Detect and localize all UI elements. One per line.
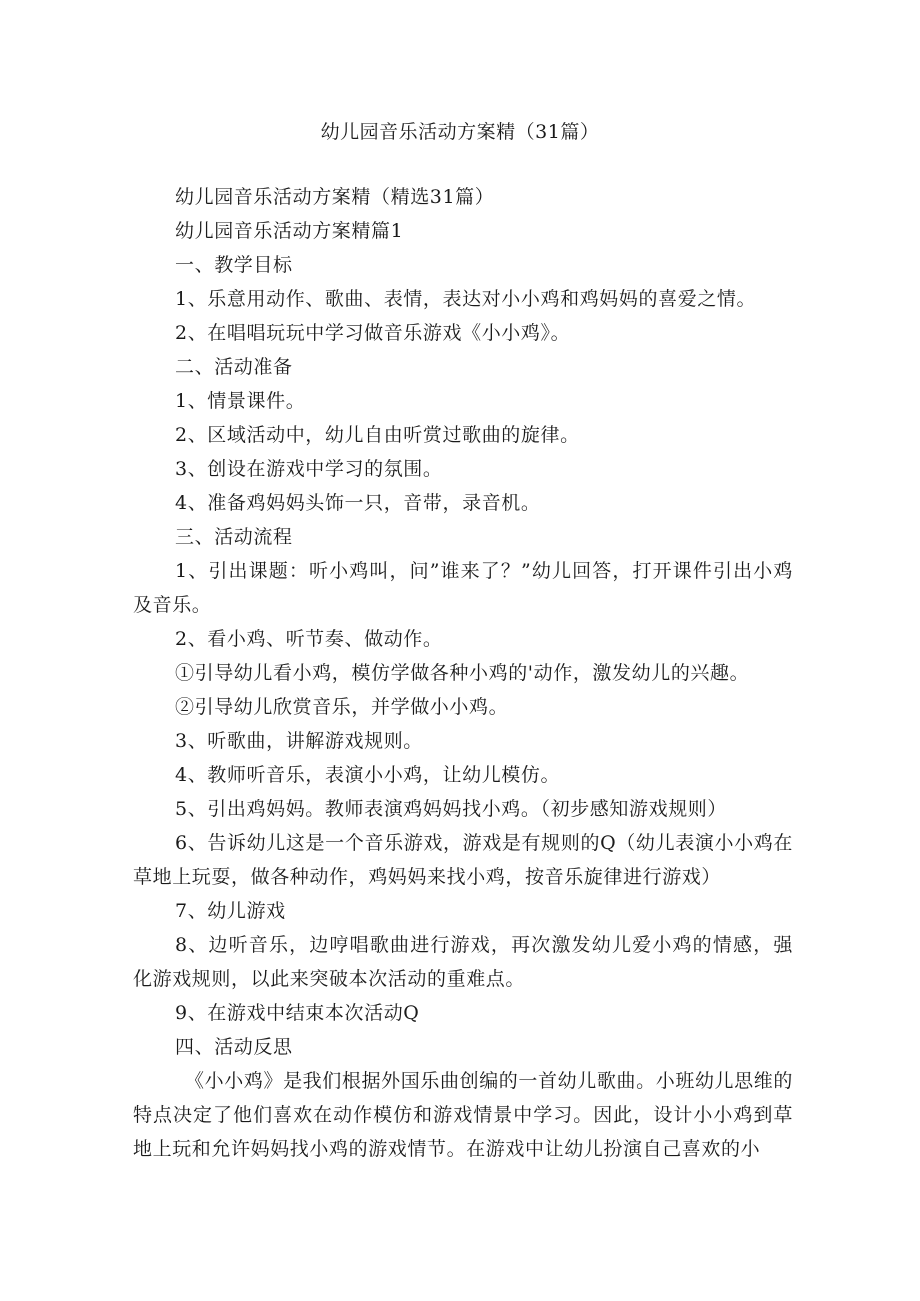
list-item: 2、看小鸡、听节奏、做动作。 [175,628,443,650]
list-item: 3、听歌曲，讲解游戏规则。 [175,730,423,752]
section-heading-preparation: 二、活动准备 [175,356,293,378]
list-item: 2、在唱唱玩玩中学习做音乐游戏《小小鸡》。 [175,322,571,344]
document-title: 幼儿园音乐活动方案精（31篇） [320,121,600,143]
list-item: 4、准备鸡妈妈头饰一只，音带，录音机。 [175,492,541,514]
list-item: ①引导幼儿看小鸡，模仿学做各种小鸡的'动作，激发幼儿的兴趣。 [175,662,750,684]
paragraph-reflection: 《小小鸡》是我们根据外国乐曲创编的一首幼儿歌曲。小班幼儿思维的特点决定了他们喜欢在动作模仿和游戏情景中学习。因此，设计小小鸡到草地上玩和允许妈妈找小鸡的游戏情节。在游戏中让幼儿扮演自己喜欢的小 [133,1070,793,1160]
list-item: 6、告诉幼儿这是一个音乐游戏，游戏是有规则的Q（幼儿表演小小鸡在草地上玩耍，做各种动作，鸡妈妈来找小鸡，按音乐旋律进行游戏） [133,832,793,888]
list-item: 4、教师听音乐，表演小小鸡，让幼儿模仿。 [175,764,561,786]
list-item: 2、区域活动中，幼儿自由听赏过歌曲的旋律。 [175,424,580,446]
paragraph-article-heading: 幼儿园音乐活动方案精篇1 [175,220,404,242]
list-item: 1、乐意用动作、歌曲、表情，表达对小小鸡和鸡妈妈的喜爱之情。 [175,288,757,310]
paragraph-subtitle: 幼儿园音乐活动方案精（精选31篇） [175,186,495,208]
section-heading-teaching-goals: 一、教学目标 [175,254,293,276]
list-item: 7、幼儿游戏 [175,900,286,922]
list-item: 1、引出课题：听小鸡叫，问”谁来了？”幼儿回答，打开课件引出小鸡及音乐。 [133,560,793,616]
section-heading-reflection: 四、活动反思 [175,1036,293,1058]
document-body [133,180,793,1166]
list-item: 3、创设在游戏中学习的氛围。 [175,458,443,480]
list-item: ②引导幼儿欣赏音乐，并学做小小鸡。 [175,696,509,718]
list-item: 5、引出鸡妈妈。教师表演鸡妈妈找小鸡。（初步感知游戏规则） [175,798,727,820]
list-item: 8、边听音乐，边哼唱歌曲进行游戏，再次激发幼儿爱小鸡的情感，强化游戏规则，以此来突破本次活动的重难点。 [133,934,793,990]
list-item: 1、情景课件。 [175,390,306,412]
list-item: 9、在游戏中结束本次活动Q [175,1002,420,1024]
section-heading-process: 三、活动流程 [175,526,293,548]
